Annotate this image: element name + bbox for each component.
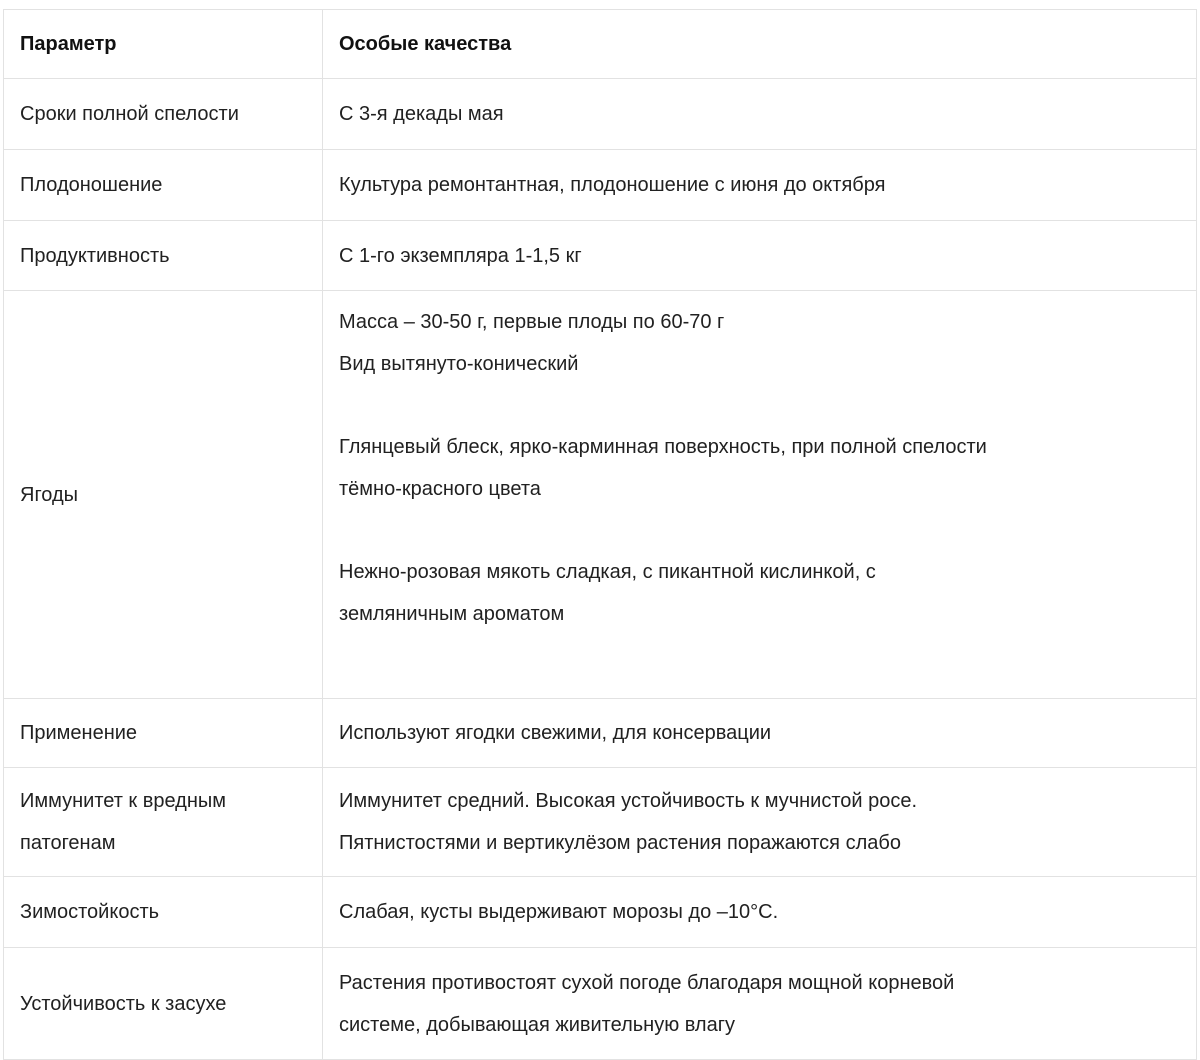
value-paragraph bbox=[339, 93, 1182, 135]
value-paragraph bbox=[339, 301, 1182, 385]
value-line: Иммунитет средний. Высокая устойчивость к мучнистой росе. bbox=[339, 790, 918, 812]
row-param bbox=[4, 150, 323, 221]
value-line: Используют ягодки свежими, для консервации bbox=[339, 722, 772, 744]
column-header-param: Параметр bbox=[4, 10, 323, 79]
value-line: Масса – 30-50 г, первые плоды по 60-70 г bbox=[339, 311, 725, 333]
row-value bbox=[323, 79, 1197, 150]
value-line: системе, добывающая живительную влагу bbox=[339, 1013, 736, 1036]
value-line: Вид вытянуто-конический bbox=[339, 353, 579, 375]
row-param bbox=[4, 79, 323, 150]
table-row bbox=[4, 877, 1197, 948]
row-value bbox=[323, 699, 1197, 768]
table-row bbox=[4, 948, 1197, 1060]
table-row bbox=[4, 699, 1197, 768]
column-header-value: Особые качества bbox=[323, 10, 1197, 79]
table-row bbox=[4, 150, 1197, 221]
row-value bbox=[323, 221, 1197, 291]
value-paragraph bbox=[339, 551, 1182, 635]
value-paragraph bbox=[339, 891, 1182, 933]
table-row bbox=[4, 221, 1197, 291]
value-paragraph bbox=[339, 780, 1182, 864]
value-paragraph bbox=[339, 962, 1182, 1046]
value-line: Слабая, кусты выдерживают морозы до –10°С. bbox=[339, 901, 779, 923]
value-line: Глянцевый блеск, ярко-карминная поверхность, при полной спелости bbox=[339, 436, 987, 458]
table-row bbox=[4, 79, 1197, 150]
row-value bbox=[323, 150, 1197, 221]
row-value bbox=[323, 291, 1197, 699]
row-value bbox=[323, 948, 1197, 1060]
value-paragraph bbox=[339, 712, 1182, 754]
characteristics-table bbox=[3, 9, 1197, 1060]
row-param bbox=[4, 291, 323, 699]
row-param-line: Продуктивность bbox=[20, 244, 170, 267]
value-line: Пятнистостями и вертикулёзом растения поражаются слабо bbox=[339, 832, 901, 854]
value-line: тёмно-красного цвета bbox=[339, 478, 541, 500]
value-paragraph bbox=[339, 426, 1182, 510]
row-param-line: Плодоношение bbox=[20, 174, 163, 196]
value-line: С 1-го экземпляра 1-1,5 кг bbox=[339, 244, 582, 267]
row-param-line: Сроки полной спелости bbox=[20, 103, 239, 125]
table-header-row bbox=[4, 10, 1197, 79]
row-value bbox=[323, 877, 1197, 948]
table-body bbox=[4, 79, 1197, 1060]
table-row bbox=[4, 291, 1197, 699]
value-line: Нежно-розовая мякоть сладкая, с пикантной кислинкой, с bbox=[339, 561, 876, 583]
row-param bbox=[4, 948, 323, 1060]
row-param-line: Ягоды bbox=[20, 483, 79, 506]
row-param bbox=[4, 768, 323, 877]
row-param-line: Иммунитет к вредным bbox=[20, 790, 227, 812]
value-line: Культура ремонтантная, плодоношение с июня до октября bbox=[339, 174, 886, 196]
row-param bbox=[4, 877, 323, 948]
value-line: Растения противостоят сухой погоде благодаря мощной корневой bbox=[339, 971, 955, 994]
row-param bbox=[4, 699, 323, 768]
row-param-line: патогенам bbox=[20, 832, 116, 854]
row-param bbox=[4, 221, 323, 291]
value-line: земляничным ароматом bbox=[339, 603, 565, 625]
table-row bbox=[4, 768, 1197, 877]
row-value bbox=[323, 768, 1197, 877]
value-paragraph bbox=[339, 235, 1182, 277]
row-param-line: Применение bbox=[20, 722, 138, 744]
value-paragraph bbox=[339, 164, 1182, 206]
value-line: С 3-я декады мая bbox=[339, 103, 504, 125]
row-param-line: Зимостойкость bbox=[20, 901, 160, 923]
row-param-line: Устойчивость к засухе bbox=[20, 992, 227, 1015]
